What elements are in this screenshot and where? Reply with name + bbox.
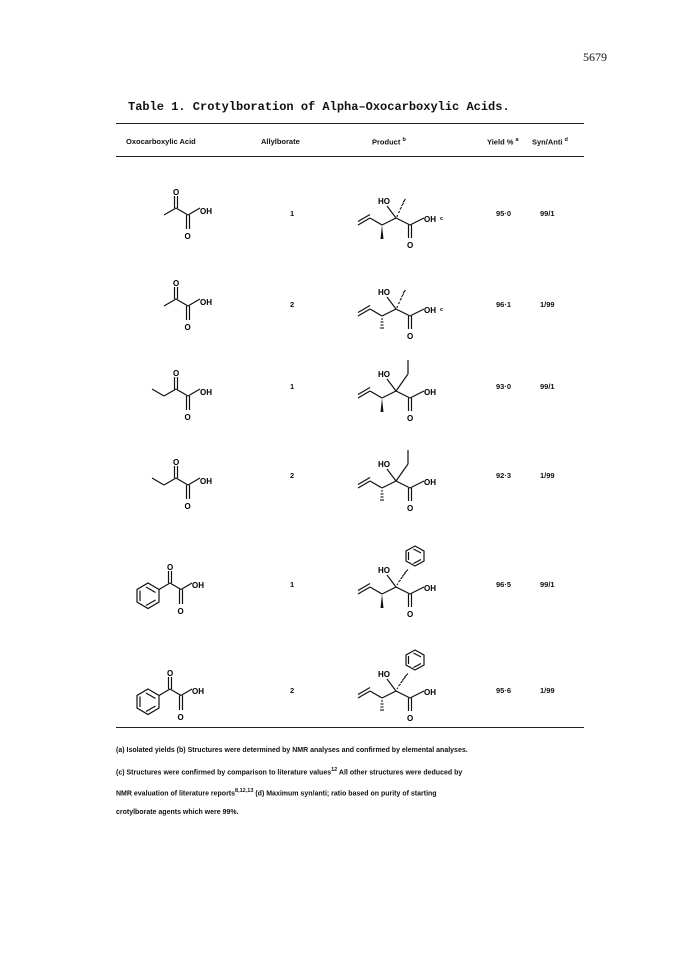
atom-label: HO bbox=[378, 370, 390, 379]
allylborate-cell: 1 bbox=[290, 580, 295, 589]
footnote-line: (a) Isolated yields (b) Structures were determined by NMR analyses and confirmed by elemental analyses. bbox=[116, 747, 468, 754]
hash-bond bbox=[380, 491, 384, 500]
product-structure bbox=[350, 552, 470, 622]
yield-cell: 92·3 bbox=[496, 471, 512, 480]
atom-label: O bbox=[407, 414, 414, 423]
syn-anti-cell: 1/99 bbox=[540, 471, 555, 480]
wedge-bond bbox=[381, 398, 384, 412]
product-structure bbox=[350, 274, 470, 344]
hash-bond bbox=[380, 319, 384, 328]
product-structure bbox=[350, 356, 470, 426]
footnote-marker: c bbox=[440, 307, 444, 313]
atom-label: O bbox=[407, 241, 414, 250]
syn-anti-cell: 99/1 bbox=[540, 382, 555, 391]
product-structure bbox=[350, 183, 470, 253]
header-allylborate: Allylborate bbox=[261, 137, 300, 146]
atom-label: HO bbox=[378, 670, 390, 679]
atom-label: O bbox=[173, 188, 180, 197]
yield-cell: 95·6 bbox=[496, 686, 512, 695]
hash-bond bbox=[380, 701, 384, 710]
atom-label: OH bbox=[200, 477, 212, 486]
table-title: Table 1. Crotylboration of Alpha–Oxocarboxylic Acids. bbox=[128, 100, 510, 114]
hash-bond bbox=[397, 290, 406, 308]
atom-label: O bbox=[407, 504, 414, 513]
atom-label: OH bbox=[424, 478, 436, 487]
atom-label: O bbox=[407, 714, 414, 723]
reactant-structure bbox=[160, 185, 240, 245]
atom-label: O bbox=[184, 413, 191, 422]
table-footnotes bbox=[116, 742, 591, 823]
atom-label: O bbox=[173, 369, 180, 378]
footnote-line: NMR evaluation of literature reports$^{8,12,13}$ (d) Maximum syn/anti; ratio based on purity of starting bbox=[116, 788, 437, 798]
reactant-structure bbox=[148, 455, 238, 515]
header-yield: Yield % $^a$ bbox=[487, 137, 519, 147]
atom-label: OH bbox=[192, 581, 204, 590]
atom-label: O bbox=[167, 563, 174, 572]
footnote-line: crotylborate agents which were 99%. bbox=[116, 809, 239, 817]
product-structure bbox=[350, 656, 470, 726]
atom-label: O bbox=[173, 279, 180, 288]
allylborate-cell: 2 bbox=[290, 471, 295, 480]
atom-label: O bbox=[173, 458, 180, 467]
allylborate-cell: 2 bbox=[290, 686, 295, 695]
atom-label: HO bbox=[378, 197, 390, 206]
footnote-line: (c) Structures were confirmed by comparison to literature values$^{12}$ All other structures were deduced by bbox=[116, 766, 463, 776]
wedge-bond bbox=[381, 594, 384, 608]
atom-label: OH bbox=[424, 306, 436, 315]
reactant-structure bbox=[125, 556, 225, 626]
syn-anti-cell: 1/99 bbox=[540, 686, 555, 695]
atom-label: O bbox=[167, 669, 174, 678]
reactant-structure bbox=[125, 662, 225, 732]
atom-label: OH bbox=[424, 688, 436, 697]
reactant-structure bbox=[160, 276, 240, 336]
atom-label: HO bbox=[378, 566, 390, 575]
atom-label: HO bbox=[378, 460, 390, 469]
syn-anti-cell: 99/1 bbox=[540, 580, 555, 589]
yield-cell: 93·0 bbox=[496, 382, 512, 391]
syn-anti-cell: 1/99 bbox=[540, 300, 555, 309]
header-product: Product $^b$ bbox=[372, 137, 406, 147]
table-top-rule bbox=[116, 123, 584, 124]
reactant-structure bbox=[148, 366, 238, 426]
atom-label: OH bbox=[200, 207, 212, 216]
allylborate-cell: 1 bbox=[290, 209, 295, 218]
yield-cell: 95·0 bbox=[496, 209, 512, 218]
syn-anti-cell: 99/1 bbox=[540, 209, 555, 218]
atom-label: HO bbox=[378, 288, 390, 297]
atom-label: OH bbox=[424, 584, 436, 593]
footnote-marker: c bbox=[440, 216, 444, 222]
hash-bond bbox=[397, 674, 408, 690]
atom-label: O bbox=[177, 607, 184, 616]
atom-label: OH bbox=[200, 298, 212, 307]
atom-label: O bbox=[177, 713, 184, 722]
product-structure bbox=[350, 446, 470, 516]
allylborate-cell: 2 bbox=[290, 300, 295, 309]
atom-label: OH bbox=[200, 388, 212, 397]
header-oxocarboxylic-acid: Oxocarboxylic Acid bbox=[126, 137, 196, 146]
atom-label: O bbox=[184, 502, 191, 511]
atom-label: O bbox=[407, 332, 414, 341]
atom-label: OH bbox=[424, 388, 436, 397]
atom-label: OH bbox=[192, 687, 204, 696]
atom-label: O bbox=[407, 610, 414, 619]
yield-cell: 96·1 bbox=[496, 300, 512, 309]
hash-bond bbox=[397, 199, 406, 217]
page-number: 5679 bbox=[583, 50, 607, 64]
atom-label: O bbox=[184, 232, 191, 241]
allylborate-cell: 1 bbox=[290, 382, 295, 391]
atom-label: O bbox=[184, 323, 191, 332]
atom-label: OH bbox=[424, 215, 436, 224]
hash-bond bbox=[397, 570, 408, 586]
yield-cell: 96·5 bbox=[496, 580, 512, 589]
table-header-rule bbox=[116, 156, 584, 157]
wedge-bond bbox=[381, 225, 384, 239]
header-syn-anti: Syn/Anti $^d$ bbox=[532, 137, 568, 147]
